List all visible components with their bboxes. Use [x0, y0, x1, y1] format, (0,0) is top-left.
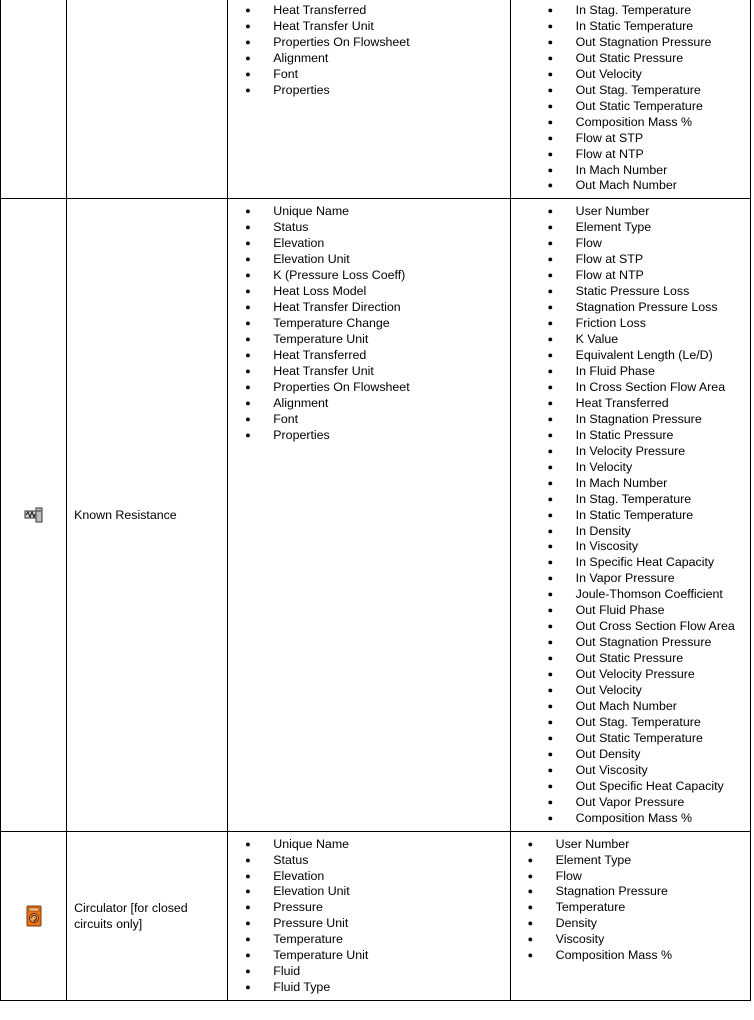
icon-cell [1, 0, 67, 199]
table-row [1, 0, 751, 199]
element-name: Known Resistance [74, 508, 177, 523]
list-item: ● Heat Transfer Unit [228, 364, 509, 380]
list-item: ● Font [228, 412, 509, 428]
list-item: ● In Static Pressure [511, 428, 750, 444]
list-item: ● Out Stag. Temperature [511, 83, 750, 99]
known-resistance-icon [24, 505, 44, 525]
list-item: ● Out Velocity Pressure [511, 667, 750, 683]
list-item: ● Properties On Flowsheet [228, 380, 509, 396]
list-item: ● Equivalent Length (Le/D) [511, 348, 750, 364]
input-properties-list [228, 0, 509, 103]
circulator-icon [25, 905, 43, 927]
list-item: ● Flow [511, 869, 750, 885]
element-name-cell [67, 199, 228, 831]
list-item: ● Font [228, 67, 509, 83]
input-properties-cell [228, 199, 510, 831]
list-item: ● Element Type [511, 220, 750, 236]
list-item: ● In Static Temperature [511, 19, 750, 35]
output-properties-cell [510, 831, 750, 1001]
list-item: ● Out Static Pressure [511, 651, 750, 667]
list-item: ● Elevation [228, 869, 509, 885]
list-item: ● In Fluid Phase [511, 364, 750, 380]
list-item: ● Viscosity [511, 932, 750, 948]
list-item: ● Flow at NTP [511, 268, 750, 284]
list-item: ● In Cross Section Flow Area [511, 380, 750, 396]
list-item: ● K Value [511, 332, 750, 348]
list-item: ● Temperature Change [228, 316, 509, 332]
list-item: ● Heat Transferred [228, 348, 509, 364]
element-name-cell [67, 831, 228, 1001]
list-item: ● Element Type [511, 853, 750, 869]
list-item: ● Out Stagnation Pressure [511, 635, 750, 651]
list-item: ● In Specific Heat Capacity [511, 555, 750, 571]
list-item: ● Unique Name [228, 837, 509, 853]
list-item: ● Out Velocity [511, 683, 750, 699]
list-item: ● Temperature Unit [228, 948, 509, 964]
list-item: ● Properties On Flowsheet [228, 35, 509, 51]
list-item: ● Out Viscosity [511, 763, 750, 779]
list-item: ● In Stag. Temperature [511, 3, 750, 19]
list-item: ● In Stag. Temperature [511, 492, 750, 508]
list-item: ● Out Static Pressure [511, 51, 750, 67]
list-item: ● Heat Transfer Unit [228, 19, 509, 35]
list-item: ● Out Stag. Temperature [511, 715, 750, 731]
list-item: ● Temperature [511, 900, 750, 916]
list-item: ● Composition Mass % [511, 948, 750, 964]
list-item: ● In Vapor Pressure [511, 571, 750, 587]
input-properties-cell [228, 831, 510, 1001]
list-item: ● In Velocity Pressure [511, 444, 750, 460]
list-item: ● Out Mach Number [511, 699, 750, 715]
list-item: ● Heat Transfer Direction [228, 300, 509, 316]
input-properties-list [228, 832, 509, 1001]
list-item: ● Composition Mass % [511, 115, 750, 131]
element-name: Circulator [for closed circuits only] [74, 900, 188, 931]
list-item: ● Out Fluid Phase [511, 603, 750, 619]
list-item: ● In Stagnation Pressure [511, 412, 750, 428]
list-item: ● Pressure [228, 900, 509, 916]
list-item: ● K (Pressure Loss Coeff) [228, 268, 509, 284]
list-item: ● Heat Transferred [511, 396, 750, 412]
list-item: ● Heat Loss Model [228, 284, 509, 300]
list-item: ● Out Cross Section Flow Area [511, 619, 750, 635]
list-item: ● Out Density [511, 747, 750, 763]
output-properties-list [511, 832, 750, 969]
list-item: ● Elevation [228, 236, 509, 252]
list-item: ● User Number [511, 204, 750, 220]
input-properties-list [228, 199, 509, 447]
list-item: ● Flow at STP [511, 131, 750, 147]
list-item: ● Composition Mass % [511, 811, 750, 827]
list-item: ● Temperature [228, 932, 509, 948]
list-item: ● Heat Transferred [228, 3, 509, 19]
list-item: ● Stagnation Pressure Loss [511, 300, 750, 316]
list-item: ● Flow at NTP [511, 147, 750, 163]
list-item: ● In Mach Number [511, 476, 750, 492]
list-item: ● Out Static Temperature [511, 731, 750, 747]
list-item: ● In Viscosity [511, 539, 750, 555]
icon-cell [1, 831, 67, 1001]
list-item: ● Stagnation Pressure [511, 884, 750, 900]
output-properties-list [511, 199, 750, 830]
list-item: ● Status [228, 853, 509, 869]
list-item: ● In Static Temperature [511, 508, 750, 524]
list-item: ● Fluid [228, 964, 509, 980]
list-item: ● Joule-Thomson Coefficient [511, 587, 750, 603]
table-row [1, 199, 751, 831]
list-item: ● Elevation Unit [228, 884, 509, 900]
list-item: ● Out Static Temperature [511, 99, 750, 115]
list-item: ● Alignment [228, 396, 509, 412]
list-item: ● Unique Name [228, 204, 509, 220]
table-row [1, 831, 751, 1001]
icon-cell [1, 199, 67, 831]
list-item: ● User Number [511, 837, 750, 853]
list-item: ● Properties [228, 428, 509, 444]
list-item: ● Pressure Unit [228, 916, 509, 932]
output-properties-cell [510, 199, 750, 831]
list-item: ● Alignment [228, 51, 509, 67]
list-item: ● Properties [228, 83, 509, 99]
list-item: ● Fluid Type [228, 980, 509, 996]
list-item: ● Out Stagnation Pressure [511, 35, 750, 51]
list-item: ● In Density [511, 524, 750, 540]
list-item: ● In Velocity [511, 460, 750, 476]
list-item: ● Status [228, 220, 509, 236]
element-name-cell [67, 0, 228, 199]
list-item: ● Out Mach Number [511, 178, 750, 194]
list-item: ● Temperature Unit [228, 332, 509, 348]
output-properties-list [511, 0, 750, 198]
output-properties-cell [510, 0, 750, 199]
list-item: ● In Mach Number [511, 163, 750, 179]
list-item: ● Friction Loss [511, 316, 750, 332]
input-properties-cell [228, 0, 510, 199]
list-item: ● Flow at STP [511, 252, 750, 268]
list-item: ● Out Specific Heat Capacity [511, 779, 750, 795]
list-item: ● Out Vapor Pressure [511, 795, 750, 811]
list-item: ● Static Pressure Loss [511, 284, 750, 300]
list-item: ● Flow [511, 236, 750, 252]
list-item: ● Density [511, 916, 750, 932]
list-item: ● Out Velocity [511, 67, 750, 83]
list-item: ● Elevation Unit [228, 252, 509, 268]
